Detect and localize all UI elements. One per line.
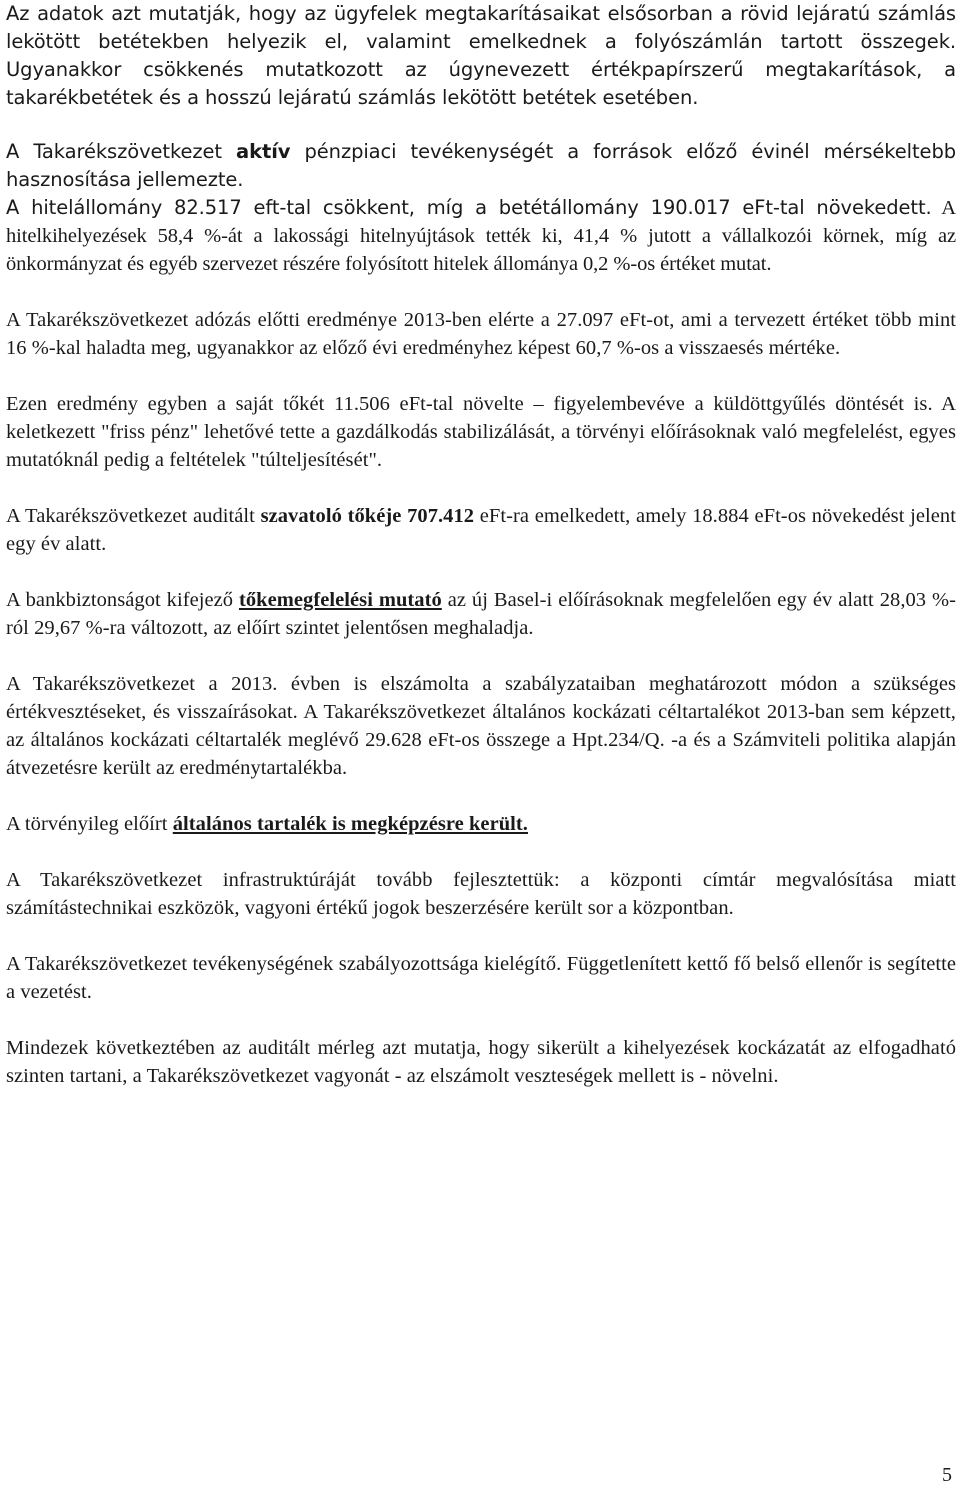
page-number: 5 <box>942 1464 952 1486</box>
paragraph-regulation: A Takarékszövetkezet tevékenységének szabályozottsága kielégítő. Függetlenített kettő fő belső ellenőr is segítette a vezetést. <box>6 953 956 1003</box>
paragraph-gap <box>6 558 956 586</box>
paragraph-gap <box>6 838 956 866</box>
text-run-loans: A hitelállomány 82.517 eft-tal csökkent, míg a betétállomány 190.017 eFt-tal növekedett. <box>6 196 932 219</box>
paragraph-general-reserve <box>6 810 956 838</box>
text-run: A Takarékszövetkezet auditált <box>6 505 261 527</box>
paragraph-gap <box>6 278 956 306</box>
text-run-serif: A hitelkihelyezések 58,4 %-át a lakossági hitelnyújtások tették ki, 41,4 % jutott a vállalkozói körnek, míg az önkormányzat és egyéb szervezet részére folyósított hitelek állománya 0,2 %-os értéket mutat. <box>6 197 956 275</box>
paragraph-gap <box>6 362 956 390</box>
bold-underlined-capital-ratio: tőkemegfelelési mutató <box>239 589 442 611</box>
text-run: A törvényileg előírt <box>6 813 173 835</box>
bold-text-own-funds: szavatoló tőkéje 707.412 <box>260 505 475 527</box>
paragraph-gap <box>6 1006 956 1034</box>
paragraph-infrastructure: A Takarékszövetkezet infrastruktúráját tovább fejlesztettük: a központi címtár megvalósítása miatt számítástechnikai eszközök, vagyoni értékű jogok beszerzésére került sor a központban. <box>6 869 956 919</box>
text-run: az új Basel-i előírásoknak megfelelően egy év alatt 28,03 %-ról 29,67 %-ra változott, az előírt szintet jelentősen meghaladja. <box>6 589 957 639</box>
paragraph-own-funds <box>6 502 956 558</box>
paragraph-gap <box>6 642 956 670</box>
text-run: eFt-ra emelkedett, amely 18.884 eFt-os növekedést jelent egy év alatt. <box>6 505 956 555</box>
paragraph-conclusion: Mindezek következtében az auditált mérleg azt mutatja, hogy sikerült a kihelyezések kockázatát az elfogadható szinten tartani, a Takarékszövetkezet vagyonát - az elszámolt veszteségek mellett is - növelni. <box>6 1037 956 1087</box>
paragraph-gap <box>6 112 956 138</box>
paragraph-pretax-result: A Takarékszövetkezet adózás előtti eredménye 2013-ben elérte a 27.097 eFt-ot, ami a tervezett értéket több mint 16 %-kal haladta meg, ugyanakkor az előző évi eredményhez képest 60,7 %-os a visszaesés mértéke. <box>6 309 956 359</box>
paragraph-gap <box>6 922 956 950</box>
paragraph-equity-increase: Ezen eredmény egyben a saját tőkét 11.506 eFt-tal növelte – figyelembevéve a küldöttgyűlés döntését is. A keletkezett "friss pénz" lehetővé tette a gazdálkodás stabilizálását, a törvényi előírásoknak való megfelelést, egyes mutatóknál pedig a feltételek "túlteljesítését". <box>6 393 956 471</box>
text-run: pénzpiaci tevékenységét a források előző évinél mérsékeltebb hasznosítása jellemezte. <box>6 140 956 191</box>
document-page <box>6 0 956 1090</box>
bold-text-active: aktív <box>236 140 291 163</box>
paragraph-impairments: A Takarékszövetkezet a 2013. évben is elszámolta a szabályzataiban meghatározott módon a szükséges értékvesztéseket, és visszaírásokat. A Takarékszövetkezet általános kockázati céltartalékot 2013-ban sem képzett, az általános kockázati céltartalék meglévő 29.628 eFt-os összege a Hpt.234/Q. -a és a Számviteli politika alapján átvezetésre került az eredménytartalékba. <box>6 673 956 779</box>
paragraph-active-operations <box>6 138 956 278</box>
paragraph-gap <box>6 474 956 502</box>
paragraph-savings-summary: Az adatok azt mutatják, hogy az ügyfelek megtakarításaikat elsősorban a rövid lejáratú számlás lekötött betétekben helyezik el, valamint emelkednek a folyószámlán tartott összegek. Ugyanakkor csökkenés mutatkozott az úgynevezett értékpapírszerű megtakarítások, a takarékbetétek és a hosszú lejáratú számlás lekötött betétek esetében. <box>6 2 956 109</box>
text-run: A Takarékszövetkezet <box>6 140 237 163</box>
paragraph-capital-adequacy <box>6 586 956 642</box>
paragraph-gap <box>6 782 956 810</box>
bold-underlined-general-reserve: általános tartalék is megképzésre került. <box>172 813 528 835</box>
text-run: A bankbiztonságot kifejező <box>6 589 239 611</box>
